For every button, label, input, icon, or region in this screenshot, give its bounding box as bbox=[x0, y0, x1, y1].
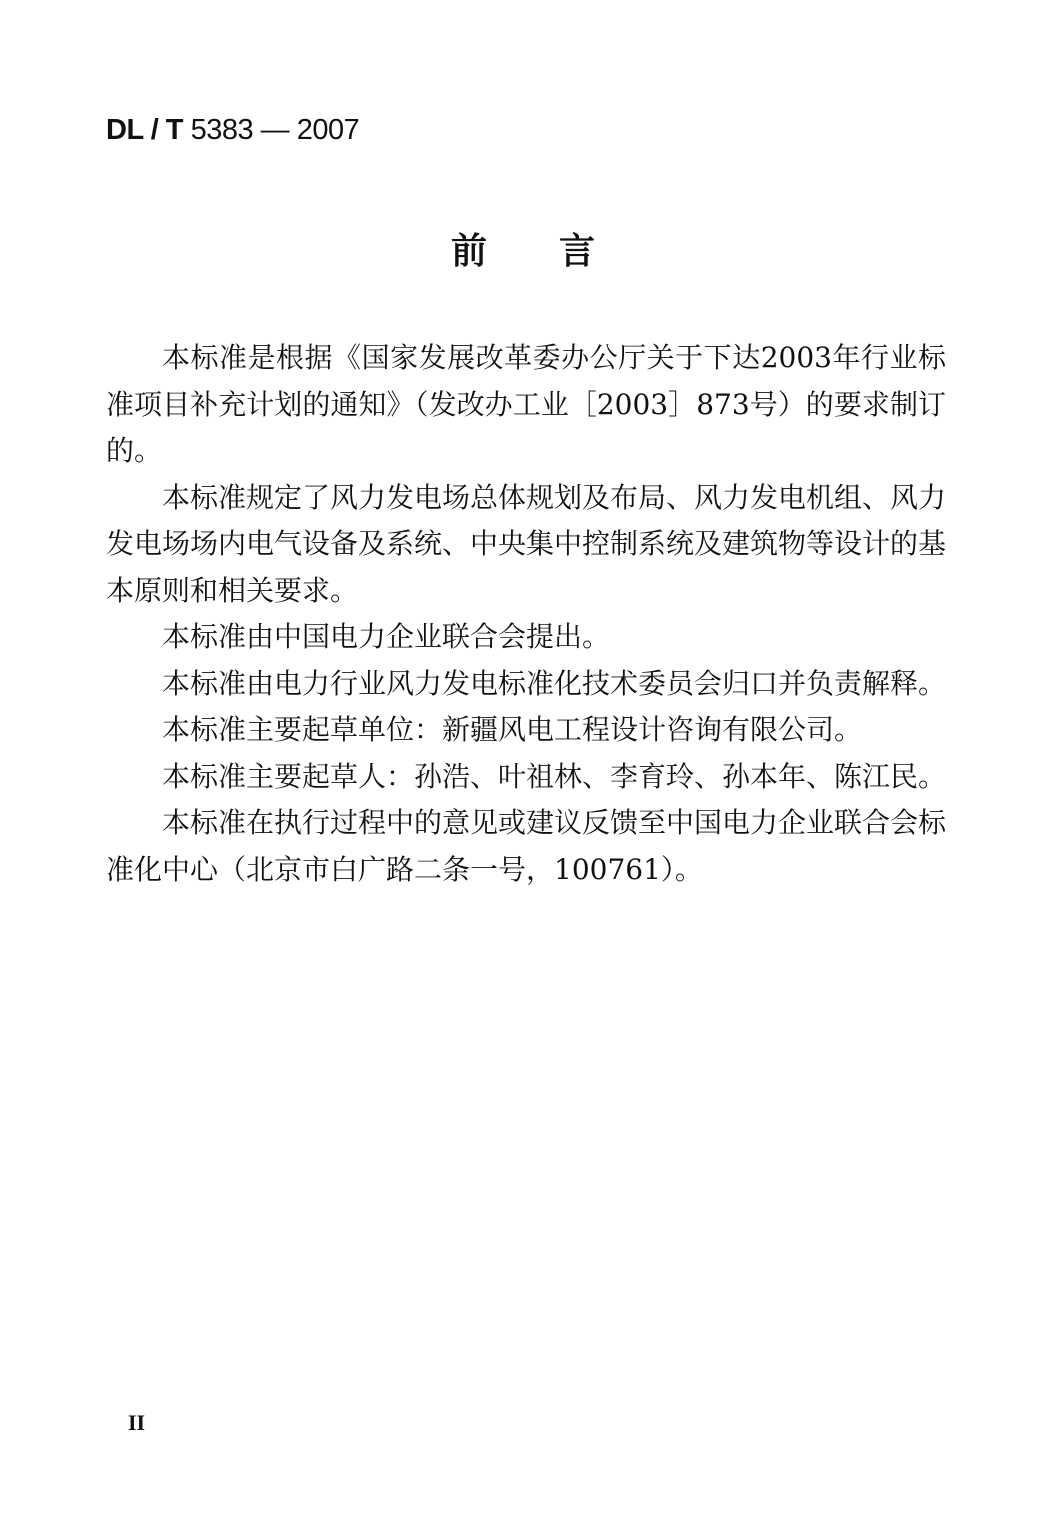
paragraph-responsible-committee: 本标准由电力行业风力发电标准化技术委员会归口并负责解释。 bbox=[162, 666, 947, 700]
paragraph-drafting-unit: 本标准主要起草单位：新疆风电工程设计咨询有限公司。 bbox=[162, 713, 863, 746]
paragraph-proposer: 本标准由中国电力企业联合会提出。 bbox=[162, 620, 611, 653]
paragraph-feedback: 本标准在执行过程中的意见或建议反馈至中国电力企业联合会标准化中心（北京市白广路二条一号，100761）。 bbox=[106, 806, 947, 886]
paragraph-scope: 本标准规定了风力发电场总体规划及布局、风力发电机组、风力发电场场内电气设备及系统、中央集中控制系统及建筑物等设计的基本原则和相关要求。 bbox=[106, 480, 947, 607]
paragraph-origin: 本标准是根据《国家发展改革委办公厅关于下达2003年行业标准项目补充计划的通知》（发改办工业［2003］873号）的要求制订的。 bbox=[106, 341, 946, 467]
page-number: II bbox=[128, 1410, 146, 1435]
preface-body bbox=[106, 335, 946, 893]
standard-number: 5383 — 2007 bbox=[183, 114, 360, 146]
standard-prefix: DL / T bbox=[106, 114, 184, 146]
page-title: 前 言 bbox=[450, 231, 595, 272]
paragraph-drafters: 本标准主要起草人：孙浩、叶祖林、李育玲、孙本年、陈江民。 bbox=[162, 759, 947, 793]
standard-code bbox=[106, 112, 359, 148]
